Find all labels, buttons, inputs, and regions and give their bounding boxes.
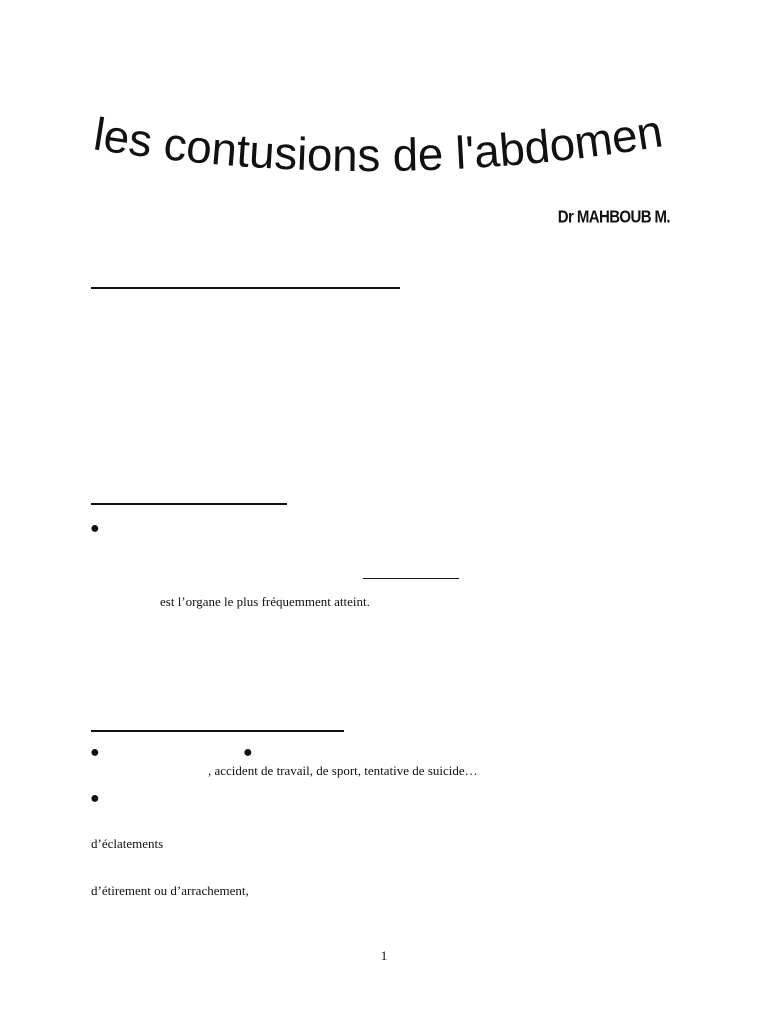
bullet: ● [90,744,100,761]
page-number: 1 [380,948,388,963]
bullet: ● [90,790,100,807]
underline-rule [363,578,459,579]
body-text-eclatements: d’éclatements [91,836,164,851]
bullet: ● [90,520,100,537]
section-heading-rule [91,730,344,732]
document-title [60,95,720,195]
author-name: Dr MAHBOUB M. [557,207,670,228]
bullet: ● [243,744,253,761]
section-heading-rule [91,503,287,505]
body-text-organ: est l’organe le plus fréquemment atteint. [160,594,370,609]
body-text-etirement: d’étirement ou d’arrachement, [91,883,249,898]
section-heading-rule [91,287,400,289]
body-text-causes: , accident de travail, de sport, tentative de suicide… [208,763,478,778]
svg-text:les contusions de l'abdomen [90,105,666,182]
document-title-text: les contusions de l'abdomen [90,104,667,182]
